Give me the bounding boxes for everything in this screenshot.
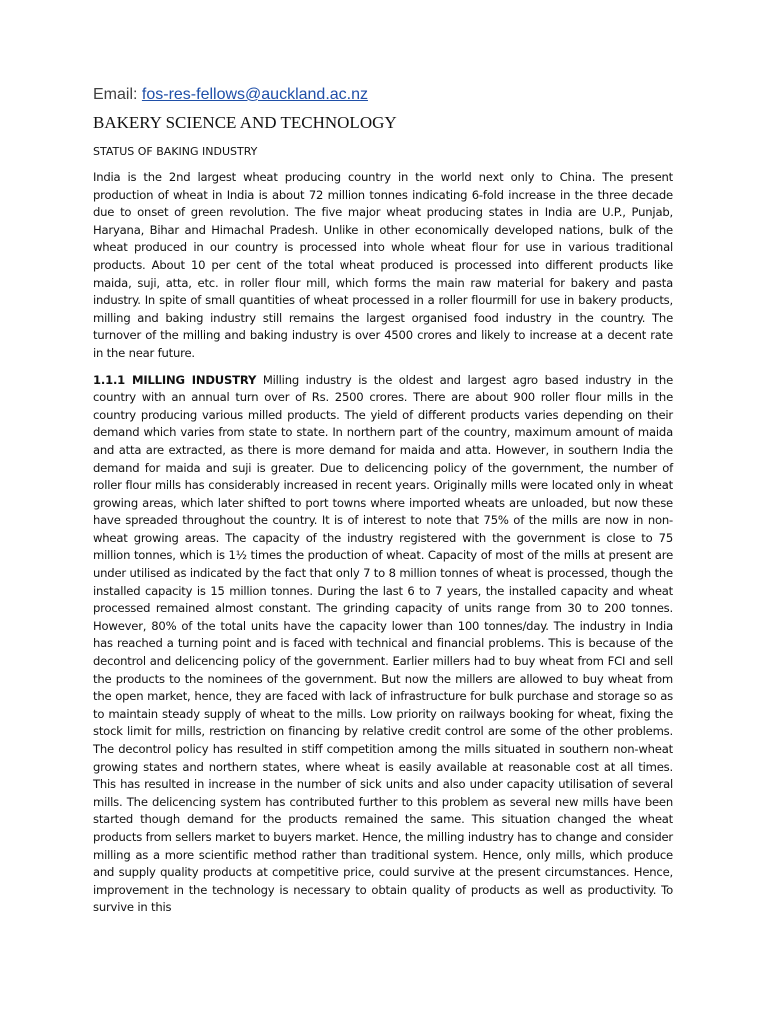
paragraph-milling-industry [93,372,673,917]
section-heading: STATUS OF BAKING INDUSTRY [93,145,258,158]
milling-industry-heading: 1.1.1 MILLING INDUSTRY [93,372,257,387]
email-label: Email: [93,86,142,103]
milling-industry-text: Milling industry is the oldest and largest agro based industry in the country with an annual turn over of Rs. 2500 crores. There are about 900 roller flour mills in the country producing various milled products. The yield of different products varies depending on their demand which varies from state to state. In northern part of the country, maximum amount of maida and atta are extracted, as there is more demand for maida and atta. However, in southern India the demand for maida and suji is greater. Due to delicencing policy of the government, the number of roller flour mills has considerably increased in recent years. Originally mills were located only in wheat growing areas, which later shifted to port towns where imported wheats are unloaded, but now these have spreaded throughout the country. It is of interest to note that 75% of the mills are now in non-wheat growing areas. The capacity of the industry registered with the government is close to 75 million tonnes, which is 1½ times the production of wheat. Capacity of most of the mills at present are under utilised as indicated by the fact that only 7 to 8 million tonnes of wheat is processed, though the installed capacity is 15 million tonnes. During the last 6 to 7 years, the installed capacity and wheat processed remained almost constant. The grinding capacity of units range from 30 to 200 tonnes. However, 80% of the total units have the capacity lower than 100 tonnes/day. The industry in India has reached a turning point and is faced with technical and financial problems. This is because of the decontrol and delicencing policy of the government. Earlier millers had to buy wheat from FCI and sell the products to the nominees of the government. But now the millers are allowed to buy wheat from the open market, hence, they are faced with lack of infrastructure for bulk purchase and storage so as to maintain steady supply of wheat to the mills. Low priority on railways booking for wheat, fixing the stock limit for mills, restriction on financing by relative credit control are some of the other problems. The decontrol policy has resulted in stiff competition among the mills situated in southern non-wheat growing states and northern states, where wheat is easily available at reasonable cost at all times. This has resulted in increase in the number of sick units and also under capacity utilisation of several mills. The delicencing system has contributed further to this problem as several new mills have been started though demand for the products remained the same. This situation changed the wheat products from sellers market to buyers market. Hence, the milling industry has to change and consider milling as a more scientific method rather than traditional system. Hence, only mills, which produce and supply quality products at competitive price, could survive at the present circumstances. Hence, improvement in the technology is necessary to obtain quality of products as well as productivity. To survive in this [93,372,674,915]
email-link[interactable]: fos-res-fellows@auckland.ac.nz [141,86,369,103]
paragraph-intro: India is the 2nd largest wheat producing country in the world next only to China. The present production of wheat in India is about 72 million tonnes indicating 6-fold increase in the three decade due to onset of green revolution. The five major wheat producing states in India are U.P., Punjab, Haryana, Bihar and Himachal Pradesh. Unlike in other economically developed nations, bulk of the wheat produced in our country is processed into whole wheat flour for use in various traditional products. About 10 per cent of the total wheat produced is processed into different products like maida, suji, atta, etc. in roller flour mill, which forms the main raw material for bakery and pasta industry. In spite of small quantities of wheat processed in a roller flourmill for use in bakery products, milling and baking industry still remains the largest organised food industry in the country. The turnover of the milling and baking industry is over 4500 crores and likely to increase at a decent rate in the near future. [93,170,673,360]
email-line [93,84,673,106]
document-title: BAKERY SCIENCE AND TECHNOLOGY [93,113,397,132]
document-page [93,84,673,926]
